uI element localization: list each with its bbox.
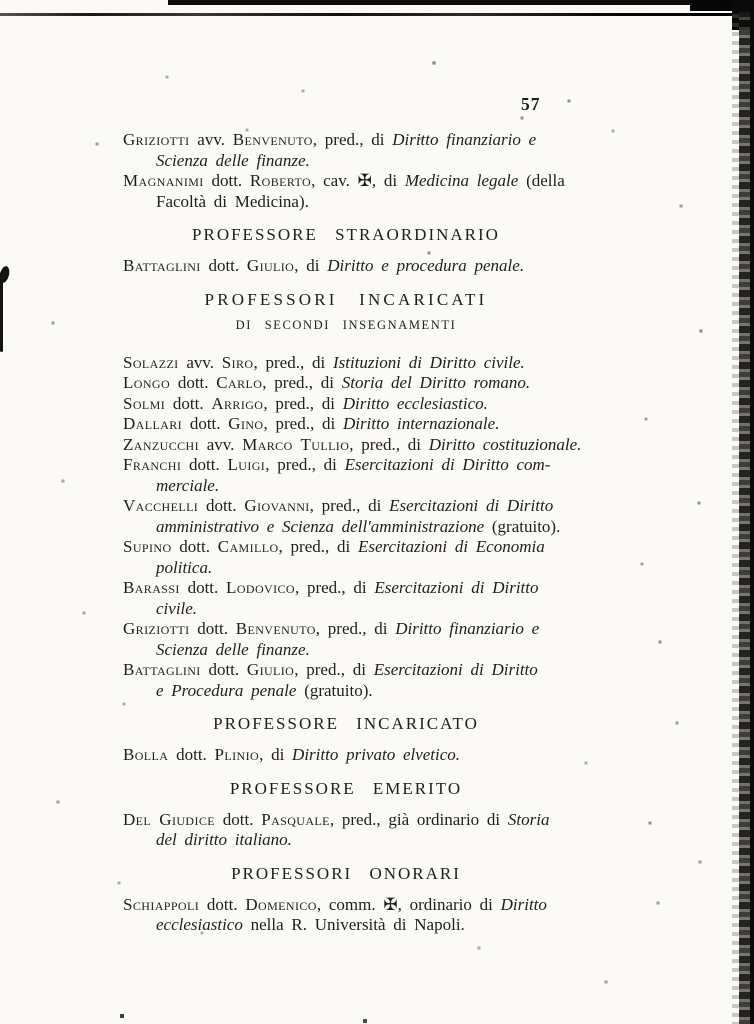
text-run: Solazzi [123, 352, 179, 372]
section [123, 778, 643, 851]
text-run: , pred., di [294, 578, 375, 597]
text-run: , cav. ✠, di [311, 171, 405, 190]
entry-list [123, 895, 643, 936]
entry-line [123, 599, 643, 620]
text-run: (della [518, 171, 565, 190]
text-run: Zanzucchi [123, 434, 199, 454]
faculty-entry [123, 394, 643, 415]
text-run: Diritto finanziario e [395, 619, 540, 638]
entry-line [123, 810, 643, 831]
entry-line [123, 517, 643, 538]
text-run: dott. [170, 373, 217, 392]
text-run: Esercitazioni di Diritto [373, 660, 538, 679]
entry-line [123, 151, 643, 172]
entry-list [123, 353, 643, 702]
text-run: nella R. Università di Napoli. [242, 915, 465, 934]
text-run: dott. [200, 660, 247, 679]
text-run: Solmi [123, 393, 166, 413]
section-heading: PROFESSORI INCARICATI [204, 289, 488, 309]
text-run: Dallari [123, 414, 183, 433]
entry-line [123, 830, 643, 851]
section-heading: PROFESSORE STRAORDINARIO [192, 225, 500, 244]
entry-line [123, 558, 643, 579]
text-run: Diritto privato elvetico. [292, 745, 461, 764]
text-run: , pred., di [315, 619, 396, 638]
entry-list [123, 745, 643, 766]
text-run: Lodovico [226, 578, 295, 597]
faculty-entry [123, 895, 643, 936]
text-run: Diritto finanziario e [392, 130, 537, 149]
entry-line [123, 915, 643, 936]
entry-line [123, 130, 643, 151]
text-run: (gratuito). [296, 680, 373, 700]
text-run: Marco Tullio [242, 434, 350, 454]
faculty-entry [123, 435, 643, 456]
text-run: dott. [189, 619, 236, 638]
text-run: Siro [221, 352, 254, 372]
text-run: civile. [156, 598, 198, 618]
faculty-entry [123, 256, 643, 277]
faculty-entry [123, 373, 643, 394]
text-run: , pred., di [278, 537, 358, 556]
entry-line [123, 476, 643, 497]
faculty-entry [123, 455, 643, 496]
scan-artifact-left-blob [0, 265, 11, 284]
scan-artifact-left-mark [0, 272, 3, 352]
text-run: dott. [168, 745, 215, 764]
text-run: Camillo [217, 537, 279, 556]
text-run: ecclesiastico [156, 915, 243, 934]
text-run: Luigi [227, 455, 266, 474]
section [123, 713, 643, 766]
text-run: Schiappoli [123, 894, 200, 914]
entry-line [123, 578, 643, 599]
entry-line [123, 681, 643, 702]
faculty-entry [123, 353, 643, 374]
text-run: Scienza delle finanze. [156, 639, 310, 659]
text-run: dott. [215, 809, 262, 829]
section-heading: PROFESSORE EMERITO [229, 778, 463, 798]
text-run: avv. [178, 352, 222, 372]
text-run: Longo [123, 373, 171, 392]
text-run: dott. [200, 256, 247, 275]
text-run: dott. [182, 414, 229, 433]
text-run: Griziotti [123, 619, 190, 638]
faculty-entry [123, 171, 643, 212]
section [123, 224, 643, 277]
entry-line [123, 496, 643, 517]
text-run: , pred., di [262, 373, 342, 392]
text-run: dott. [179, 578, 227, 597]
entry-line [123, 394, 643, 415]
text-run: Esercitazioni di Economia [357, 537, 545, 556]
text-run: Giulio [246, 660, 295, 679]
text-run: Giovanni [244, 496, 310, 515]
section-subheading: DI SECONDI INSEGNAMENTI [235, 317, 457, 332]
scan-artifact-right-fade [732, 14, 739, 1024]
section [123, 289, 643, 702]
text-run: , pred., di [263, 414, 343, 433]
faculty-entry [123, 537, 643, 578]
entry-line [123, 619, 643, 640]
text-run: Diritto internazionale. [342, 414, 500, 433]
text-run: , pred., di [253, 352, 333, 372]
text-run: Plinio [214, 745, 260, 764]
entry-line [123, 192, 643, 213]
faculty-entry [123, 810, 643, 851]
text-run: dott. [198, 496, 245, 515]
text-run: Medicina legale [404, 171, 519, 190]
text-run: Istituzioni di Diritto civile. [332, 352, 525, 372]
text-run: avv. [198, 434, 243, 454]
text-run: Storia del Diritto romano. [341, 373, 531, 392]
text-run: politica. [156, 557, 213, 577]
text-run: Supino [123, 537, 172, 556]
entry-line [123, 171, 643, 192]
text-run: dott. [199, 894, 246, 914]
text-run: dott. [181, 455, 228, 474]
entry-line [123, 435, 643, 456]
text-run: Esercitazioni di Diritto [389, 496, 554, 515]
faculty-entry [123, 619, 643, 660]
entry-line [123, 745, 643, 766]
text-run: Diritto ecclesiastico. [342, 393, 488, 413]
entry-list [123, 130, 643, 212]
entry-line [123, 895, 643, 916]
entry-line [123, 256, 643, 277]
text-run: Domenico [245, 894, 317, 914]
scan-artifact-top-band [168, 0, 754, 5]
entry-line [123, 640, 643, 661]
faculty-entry [123, 130, 643, 171]
scan-artifact-right-strip [739, 12, 754, 1024]
section [123, 130, 643, 212]
text-run: Gino [228, 414, 264, 433]
text-run: , pred., di [312, 130, 393, 149]
text-run: (gratuito). [484, 516, 561, 536]
page-number: 57 [521, 94, 541, 114]
text-run: Bolla [123, 745, 169, 764]
entry-line [123, 660, 643, 681]
text-run: , pred., di [265, 455, 345, 474]
text-run: dott. [165, 393, 212, 413]
section [123, 863, 643, 936]
text-run: Diritto e procedura penale. [327, 256, 525, 275]
text-run: , pred., di [294, 660, 374, 679]
text-run: Battaglini [123, 660, 201, 679]
text-run: Franchi [123, 455, 182, 474]
text-run: Giulio [246, 256, 295, 275]
text-run: Diritto [500, 894, 547, 914]
text-run: Magnanimi [123, 171, 204, 190]
entry-list [123, 810, 643, 851]
entry-line [123, 414, 643, 435]
text-run: Carlo [216, 373, 263, 392]
entry-line [123, 537, 643, 558]
text-run: , comm. ✠, ordinario di [316, 894, 501, 914]
section-heading: PROFESSORI ONORARI [231, 863, 461, 883]
text-run: , di [294, 256, 328, 275]
entry-line [123, 455, 643, 476]
text-run: Battaglini [123, 256, 201, 275]
faculty-entry [123, 745, 643, 766]
faculty-entry [123, 578, 643, 619]
scan-artifact-specks [0, 0, 2, 2]
faculty-entry [123, 496, 643, 537]
text-run: Esercitazioni di Diritto com- [344, 455, 551, 474]
text-run: , pred., di [309, 496, 390, 515]
text-run: Roberto [249, 171, 312, 190]
text-run: Pasquale [261, 809, 330, 829]
text-run: Griziotti [123, 130, 190, 149]
section-heading: PROFESSORE INCARICATO [213, 714, 479, 733]
text-run: Esercitazioni di Diritto [374, 578, 539, 597]
text-run: del diritto italiano. [156, 830, 292, 849]
text-run: avv. [189, 130, 233, 149]
text-run: Arrigo [211, 393, 264, 413]
text-run: , pred., di [349, 434, 429, 454]
faculty-entry [123, 414, 643, 435]
text-run: merciale. [156, 475, 220, 495]
entry-list [123, 256, 643, 277]
text-run: e Procedura penale [156, 680, 297, 700]
text-run: , pred., già ordinario di [329, 809, 508, 829]
entry-line [123, 353, 643, 374]
text-run: Del Giudice [123, 809, 216, 829]
text-block [123, 130, 643, 936]
text-run: , di [259, 745, 293, 764]
text-run: Benvenuto [235, 619, 316, 638]
text-run: , pred., di [263, 393, 343, 413]
text-run: Diritto costituzionale. [428, 434, 582, 454]
text-run: dott. [171, 537, 218, 556]
text-run: Benvenuto [232, 130, 313, 149]
text-run: Vacchelli [123, 496, 199, 515]
text-run: Scienza delle finanze. [156, 150, 310, 170]
text-run: Facoltà di Medicina). [156, 191, 309, 211]
scan-artifact-top-line [0, 13, 754, 16]
text-run: dott. [203, 171, 250, 190]
faculty-entry [123, 660, 643, 701]
entry-line [123, 373, 643, 394]
text-run: Barassi [123, 578, 180, 597]
text-run: Storia [507, 809, 550, 829]
text-run: amministrativo e Scienza dell'amministrazione [156, 516, 485, 536]
